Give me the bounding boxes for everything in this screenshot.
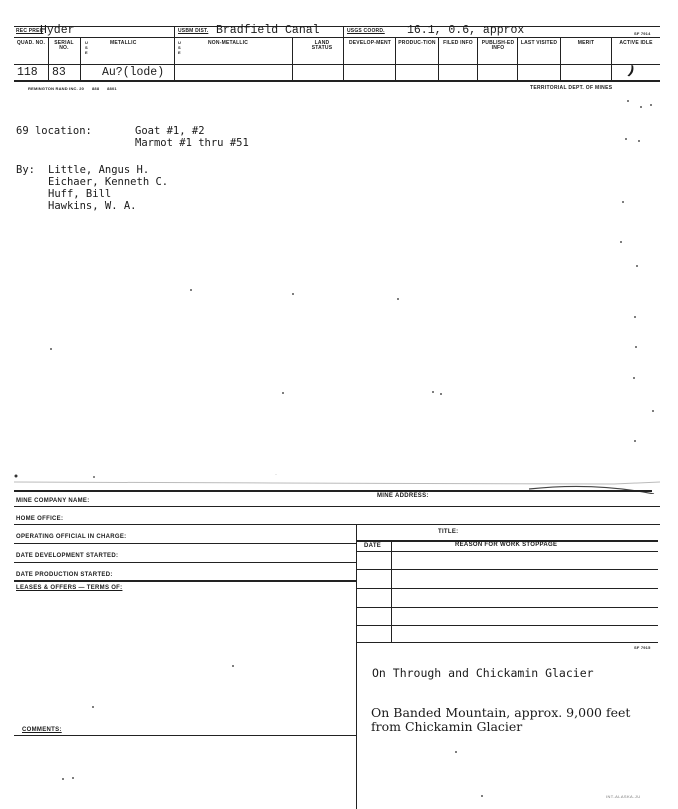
col-use-nonmetallic: U S E [178,40,182,55]
speck [62,778,64,780]
lower-form [14,490,664,809]
by-name-2: Eichaer, Kenneth C. [48,176,169,188]
speck [652,410,654,412]
by-label: By: [16,164,35,176]
speck [622,201,624,203]
speck [282,392,284,394]
usbm-dist-label: USBM DIST. [178,28,209,34]
note-banded-mountain-1: On Banded Mountain, approx. 9,000 feet [371,705,631,720]
speck [232,665,234,667]
speck [633,377,635,379]
note-banded-mountain-2: from Chickamin Glacier [371,719,523,734]
speck [455,751,457,753]
leases-offers-label: LEASES & OFFERS — TERMS OF: [16,585,123,591]
speck [638,140,640,142]
location-label: 69 location: [16,125,92,137]
by-name-1: Little, Angus H. [48,164,150,176]
mine-address-label: MINE ADDRESS: [377,493,429,499]
speck [635,346,637,348]
serial-no-value: 83 [52,66,66,79]
location-line-1: Goat #1, #2 [135,125,205,137]
reason-column-header: REASON FOR WORK STOPPAGE [455,542,558,548]
active-idle-check-mark: ) [625,63,637,80]
speck [190,289,192,291]
col-non-metallic: NON-METALLIC [208,40,249,46]
speck [634,316,636,318]
form-number-bottom: SF 7915 [634,645,651,650]
col-land-status: LAND STATUS [311,40,333,51]
col-published-info: PUBLISH-ED INFO [481,40,515,51]
speck [620,241,622,243]
quad-no-value: 118 [17,66,38,79]
by-name-3: Huff, Bill [48,188,112,200]
speck [627,100,629,102]
col-use-metallic: U S E [85,40,89,55]
usgs-coord-label: USGS COORD. [347,28,385,34]
date-column-header: DATE [364,543,382,549]
rec-prec-value: Hyder [40,24,75,37]
col-development: DEVELOP-MENT [348,40,392,46]
comments-label: COMMENTS: [22,727,62,733]
title-label: TITLE: [438,529,459,535]
speck [397,298,399,300]
speck [92,706,94,708]
speck [50,348,52,350]
printer-imprint-right: TERRITORIAL DEPT. OF MINES [530,85,613,91]
usgs-coord-value: 16.1, 0.6, approx [407,24,525,37]
speck [432,391,434,393]
printer-imprint-left: REMINGTON RAND INC. 20 888 8801 [28,86,117,91]
col-filed-info: FILED INFO [443,40,473,46]
home-office-label: HOME OFFICE: [16,516,64,522]
col-metallic: METALLIC [110,40,137,46]
col-active-idle: ACTIVE IDLE [619,40,653,46]
usbm-dist-value: Bradfield Canal [216,24,320,37]
speck [636,265,638,267]
header-strip [14,26,660,82]
mine-company-name-label: MINE COMPANY NAME: [16,498,90,504]
speck [292,293,294,295]
footer-mark: INT-ALASKA-JU [606,794,641,799]
speck [440,393,442,395]
col-production: PRODUC-TION [398,40,436,46]
speck [72,777,74,779]
col-merit: MERIT [577,40,595,46]
date-production-label: DATE PRODUCTION STARTED: [16,572,113,578]
speck [634,440,636,442]
speck [625,138,627,140]
date-development-label: DATE DEVELOPMENT STARTED: [16,553,119,559]
col-serial-no: SERIAL NO. [54,40,74,51]
col-quad-no: QUAD. NO. [16,40,46,46]
speck [650,104,652,106]
location-line-2: Marmot #1 thru #51 [135,137,249,149]
note-through-chickamin: On Through and Chickamin Glacier [372,666,594,680]
speck [640,106,642,108]
col-last-visited: LAST VISITED [520,40,558,46]
by-name-4: Hawkins, W. A. [48,200,137,212]
operating-official-label: OPERATING OFFICIAL IN CHARGE: [16,534,127,540]
form-number: SF 7914 [634,31,651,36]
metallic-value: Au?(lode) [102,66,165,79]
rec-prec-label: REC PREC [16,28,44,34]
speck [481,795,483,797]
